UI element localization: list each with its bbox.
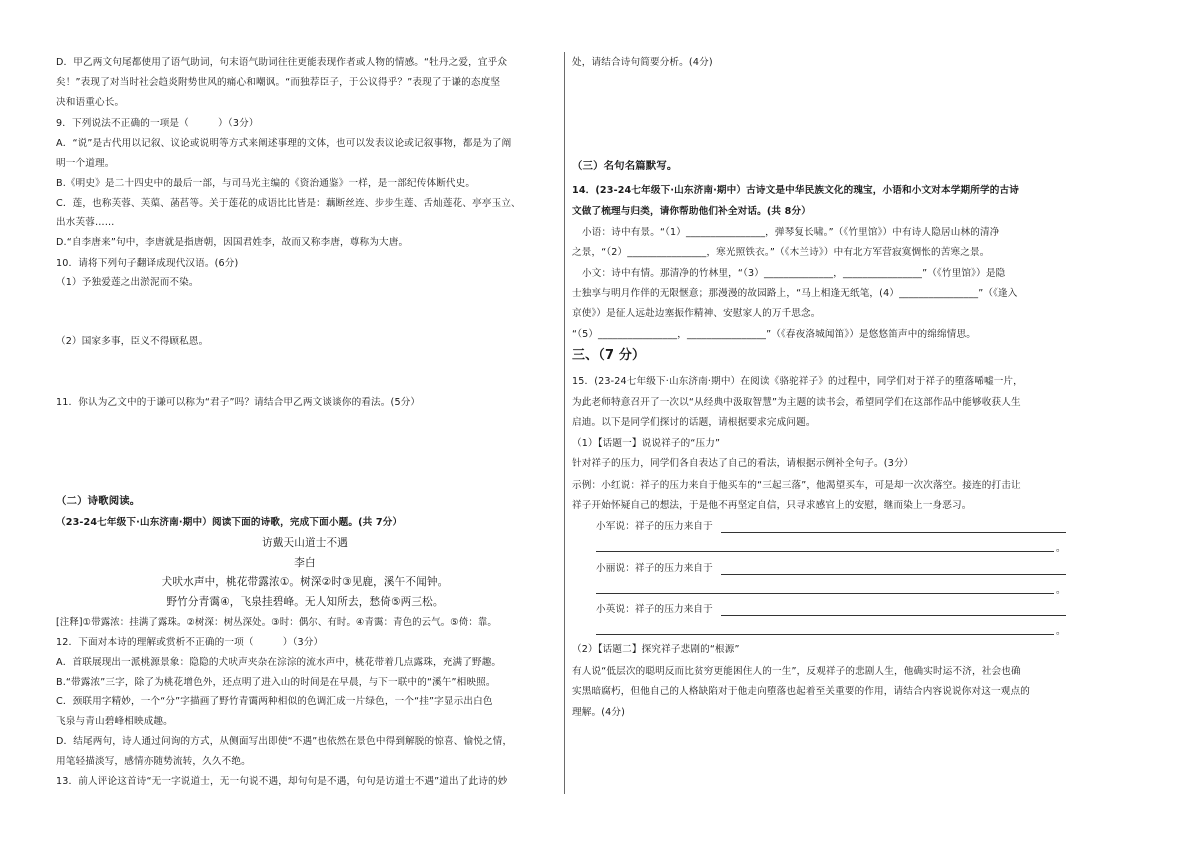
topic-two-heading: （2）【话题二】探究祥子悲剧的“根源”	[572, 644, 740, 655]
poem-author: 李白	[294, 557, 316, 569]
topic-two-description-line1: 有人说“低层次的聪明反而比贫穷更能困住人的一生”，反观祥子的悲剧人生，他确实时运不济，社会也确	[572, 666, 1021, 677]
q10-item-1: （1）予独爱莲之出淤泥而不染。	[56, 277, 199, 288]
q14-dialogue-line6: “（5）________________，________________”（《春夜洛城闻笛》）是悠悠笛声中的绵绵情思。	[572, 329, 976, 340]
q14-intro-line2: 文做了梳理与归类，请你帮助他们补全对话。(共 8分）	[572, 206, 811, 217]
answer-line-xiaojun-2[interactable]	[596, 551, 1054, 552]
answer-line-xiaoli-2[interactable]	[596, 593, 1054, 594]
q13-stem-continued: 处，请结合诗句简要分析。(4分)	[572, 57, 713, 68]
q12-option-c-line2: 飞泉与青山碧峰相映成趣。	[56, 716, 173, 727]
q14-intro-line1: 14．(23-24七年级下·山东济南·期中）古诗文是中华民族文化的瑰宝，小语和小文对本学期所学的古诗	[572, 185, 1019, 196]
q10-item-2: （2）国家多事，臣义不得顾私恩。	[56, 336, 209, 347]
q14-dialogue-line1: 小语：诗中有景。“（1）________________，弹琴复长啸。”（《竹里馆》）中有诗人隐居山林的清净	[582, 227, 1000, 238]
q12-option-b: B.“带露浓”三字，除了为桃花增色外，还点明了进入山的时间是在早晨，与下一联中的“溪午”相映照。	[56, 677, 496, 688]
q9-option-b: B.《明史》是二十四史中的最后一部，与司马光主编的《资治通鉴》一样，是一部纪传体断代史。	[56, 178, 476, 189]
q10-stem: 10．请将下列句子翻译成现代汉语。(6分)	[56, 258, 239, 269]
speaker-xiaoli: 小丽说：祥子的压力来自于	[596, 563, 713, 574]
answer-line-xiaoying-2[interactable]	[596, 634, 1054, 635]
topic-one-description: 针对祥子的压力，同学们各自表达了自己的看法，请根据示例补全句子。(3分）	[572, 458, 914, 469]
q14-dialogue-line2: 之景，“（2）________________，寒光照铁衣。”（《木兰诗》）中有北方军营寂寞惆怅的苦寒之景。	[572, 247, 990, 258]
topic-two-description-line3: 理解。(4分)	[572, 707, 626, 718]
q15-intro-line2: 为此老师特意召开了一次以“从经典中汲取智慧”为主题的读书会，希望同学们在这部作品中能够收获人生	[572, 397, 1021, 408]
q12-option-d-line2: 用笔轻描淡写，感情亦随势流转，久久不绝。	[56, 756, 251, 767]
q12-stem: 12．下面对本诗的理解或赏析不正确的一项（ ）（3分）	[56, 637, 324, 648]
q9-option-d: D.“自李唐来”句中，李唐就是指唐朝，因国君姓李，故而又称李唐，尊称为大唐。	[56, 237, 409, 248]
topic-two-description-line2: 实黑暗腐朽，但他自己的人格缺陷对于他走向堕落也起着至关重要的作用，请结合内容说说你对这一观点的	[572, 686, 1030, 697]
q12-option-c-line1: C．颈联用字精妙，一个“分”字描画了野竹青霭两种相似的色调汇成一片绿色，一个“挂”字显示出白色	[56, 696, 493, 707]
period-mark: 。	[1056, 543, 1066, 554]
period-mark: 。	[1056, 585, 1066, 596]
q9-option-c-line2: 出水芙蓉……	[56, 217, 115, 228]
q12-option-d-line1: D．结尾两句，诗人通过问询的方式，从侧面写出即使“不遇”也依然在景色中得到解脱的惊喜、愉悦之情，	[56, 736, 513, 747]
q15-intro-line3: 启迪。以下是同学们探讨的话题，请根据要求完成问题。	[572, 417, 816, 428]
poetry-intro: （23-24七年级下·山东济南·期中）阅读下面的诗歌，完成下面小题。(共 7分）	[56, 517, 403, 528]
poem-line-2: 野竹分青霭④，飞泉挂碧峰。无人知所去，愁倚⑤两三松。	[166, 596, 444, 608]
q14-dialogue-line3: 小文：诗中有情。那清净的竹林里，“（3）______________，________________”（《竹里馆》）是隐	[582, 268, 1006, 279]
speaker-xiaojun: 小军说：祥子的压力来自于	[596, 521, 713, 532]
q8-option-d-line2: 矣！”表现了对当时社会趋炎附势世风的痛心和嘲讽。“而独荐臣子，于公议得乎？”表现了于谦的态度坚	[56, 77, 501, 88]
q8-option-d-line3: 决和语重心长。	[56, 97, 125, 108]
period-mark: 。	[1056, 626, 1066, 637]
q9-option-c-line1: C．莲，也称芙蓉、芙蕖、菡萏等。关于莲花的成语比比皆是：藕断丝连、步步生莲、舌灿莲花、亭亭玉立、	[56, 198, 521, 209]
q9-option-a-line1: A．“说”是古代用以记叙、议论或说明等方式来阐述事理的文体，也可以发表议论或记叙事物，都是为了阐	[56, 138, 512, 149]
q13-stem: 13．前人评论这首诗“无一字说道士，无一句说不遇，却句句是不遇，句句是访道士不遇”道出了此诗的妙	[56, 776, 508, 787]
answer-line-xiaoying-1[interactable]	[721, 615, 1066, 616]
q9-stem: 9．下列说法不正确的一项是（ ）（3分）	[56, 118, 259, 129]
q14-dialogue-line4: 士独享与明月作伴的无限惬意；那漫漫的故园路上，“马上相逢无纸笔，(4）________________”（《逢入	[572, 288, 1018, 299]
poem-line-1: 犬吠水声中，桃花带露浓①。树深②时③见鹿，溪午不闻钟。	[161, 576, 449, 588]
q12-option-a: A．首联展现出一派桃源景象：隐隐的犬吠声夹杂在淙淙的流水声中，桃花带着几点露珠，充满了野趣。	[56, 657, 502, 668]
answer-line-xiaojun-1[interactable]	[721, 532, 1066, 533]
famous-lines-section-heading: （三）名句名篇默写。	[572, 160, 678, 172]
q14-dialogue-line5: 京使》）是征人远赴边塞振作精神、安慰家人的万千思念。	[572, 308, 821, 319]
poem-notes: [注释]①带露浓：挂满了露珠。②树深：树丛深处。③时：偶尔、有时。④青霭：青色的云气。⑤倚：靠。	[56, 617, 497, 628]
topic-one-heading: （1）【话题一】说说祥子的“压力”	[572, 438, 721, 449]
q8-option-d-line1: D．甲乙两文句尾都使用了语气助词，句末语气助词往往更能表现作者或人物的情感。“牡丹之爱，宜乎众	[56, 57, 508, 68]
answer-line-xiaoli-1[interactable]	[721, 574, 1066, 575]
q15-intro-line1: 15．(23-24七年级下·山东济南·期中）在阅读《骆驼祥子》的过程中，同学们对于祥子的堕落唏嘘一片，	[572, 376, 1023, 387]
part-three-heading: 三、（7 分）	[572, 348, 646, 363]
speaker-xiaoying: 小英说：祥子的压力来自于	[596, 604, 713, 615]
poem-title: 访戴天山道士不遇	[262, 537, 348, 549]
example-line1: 示例：小红说：祥子的压力来自于他买车的“三起三落”，他渴望买车，可是却一次次落空。接连的打击让	[572, 480, 1021, 491]
column-divider	[564, 52, 565, 794]
poetry-section-heading: （二）诗歌阅读。	[56, 495, 141, 507]
example-line2: 祥子开始怀疑自己的想法，于是他不再坚定自信，只寻求感官上的安慰，继而染上一身恶习。	[572, 500, 972, 511]
q9-option-a-line2: 明一个道理。	[56, 158, 115, 169]
q11-stem: 11．你认为乙文中的于谦可以称为“君子”吗？请结合甲乙两文谈谈你的看法。(5分）	[56, 397, 421, 408]
